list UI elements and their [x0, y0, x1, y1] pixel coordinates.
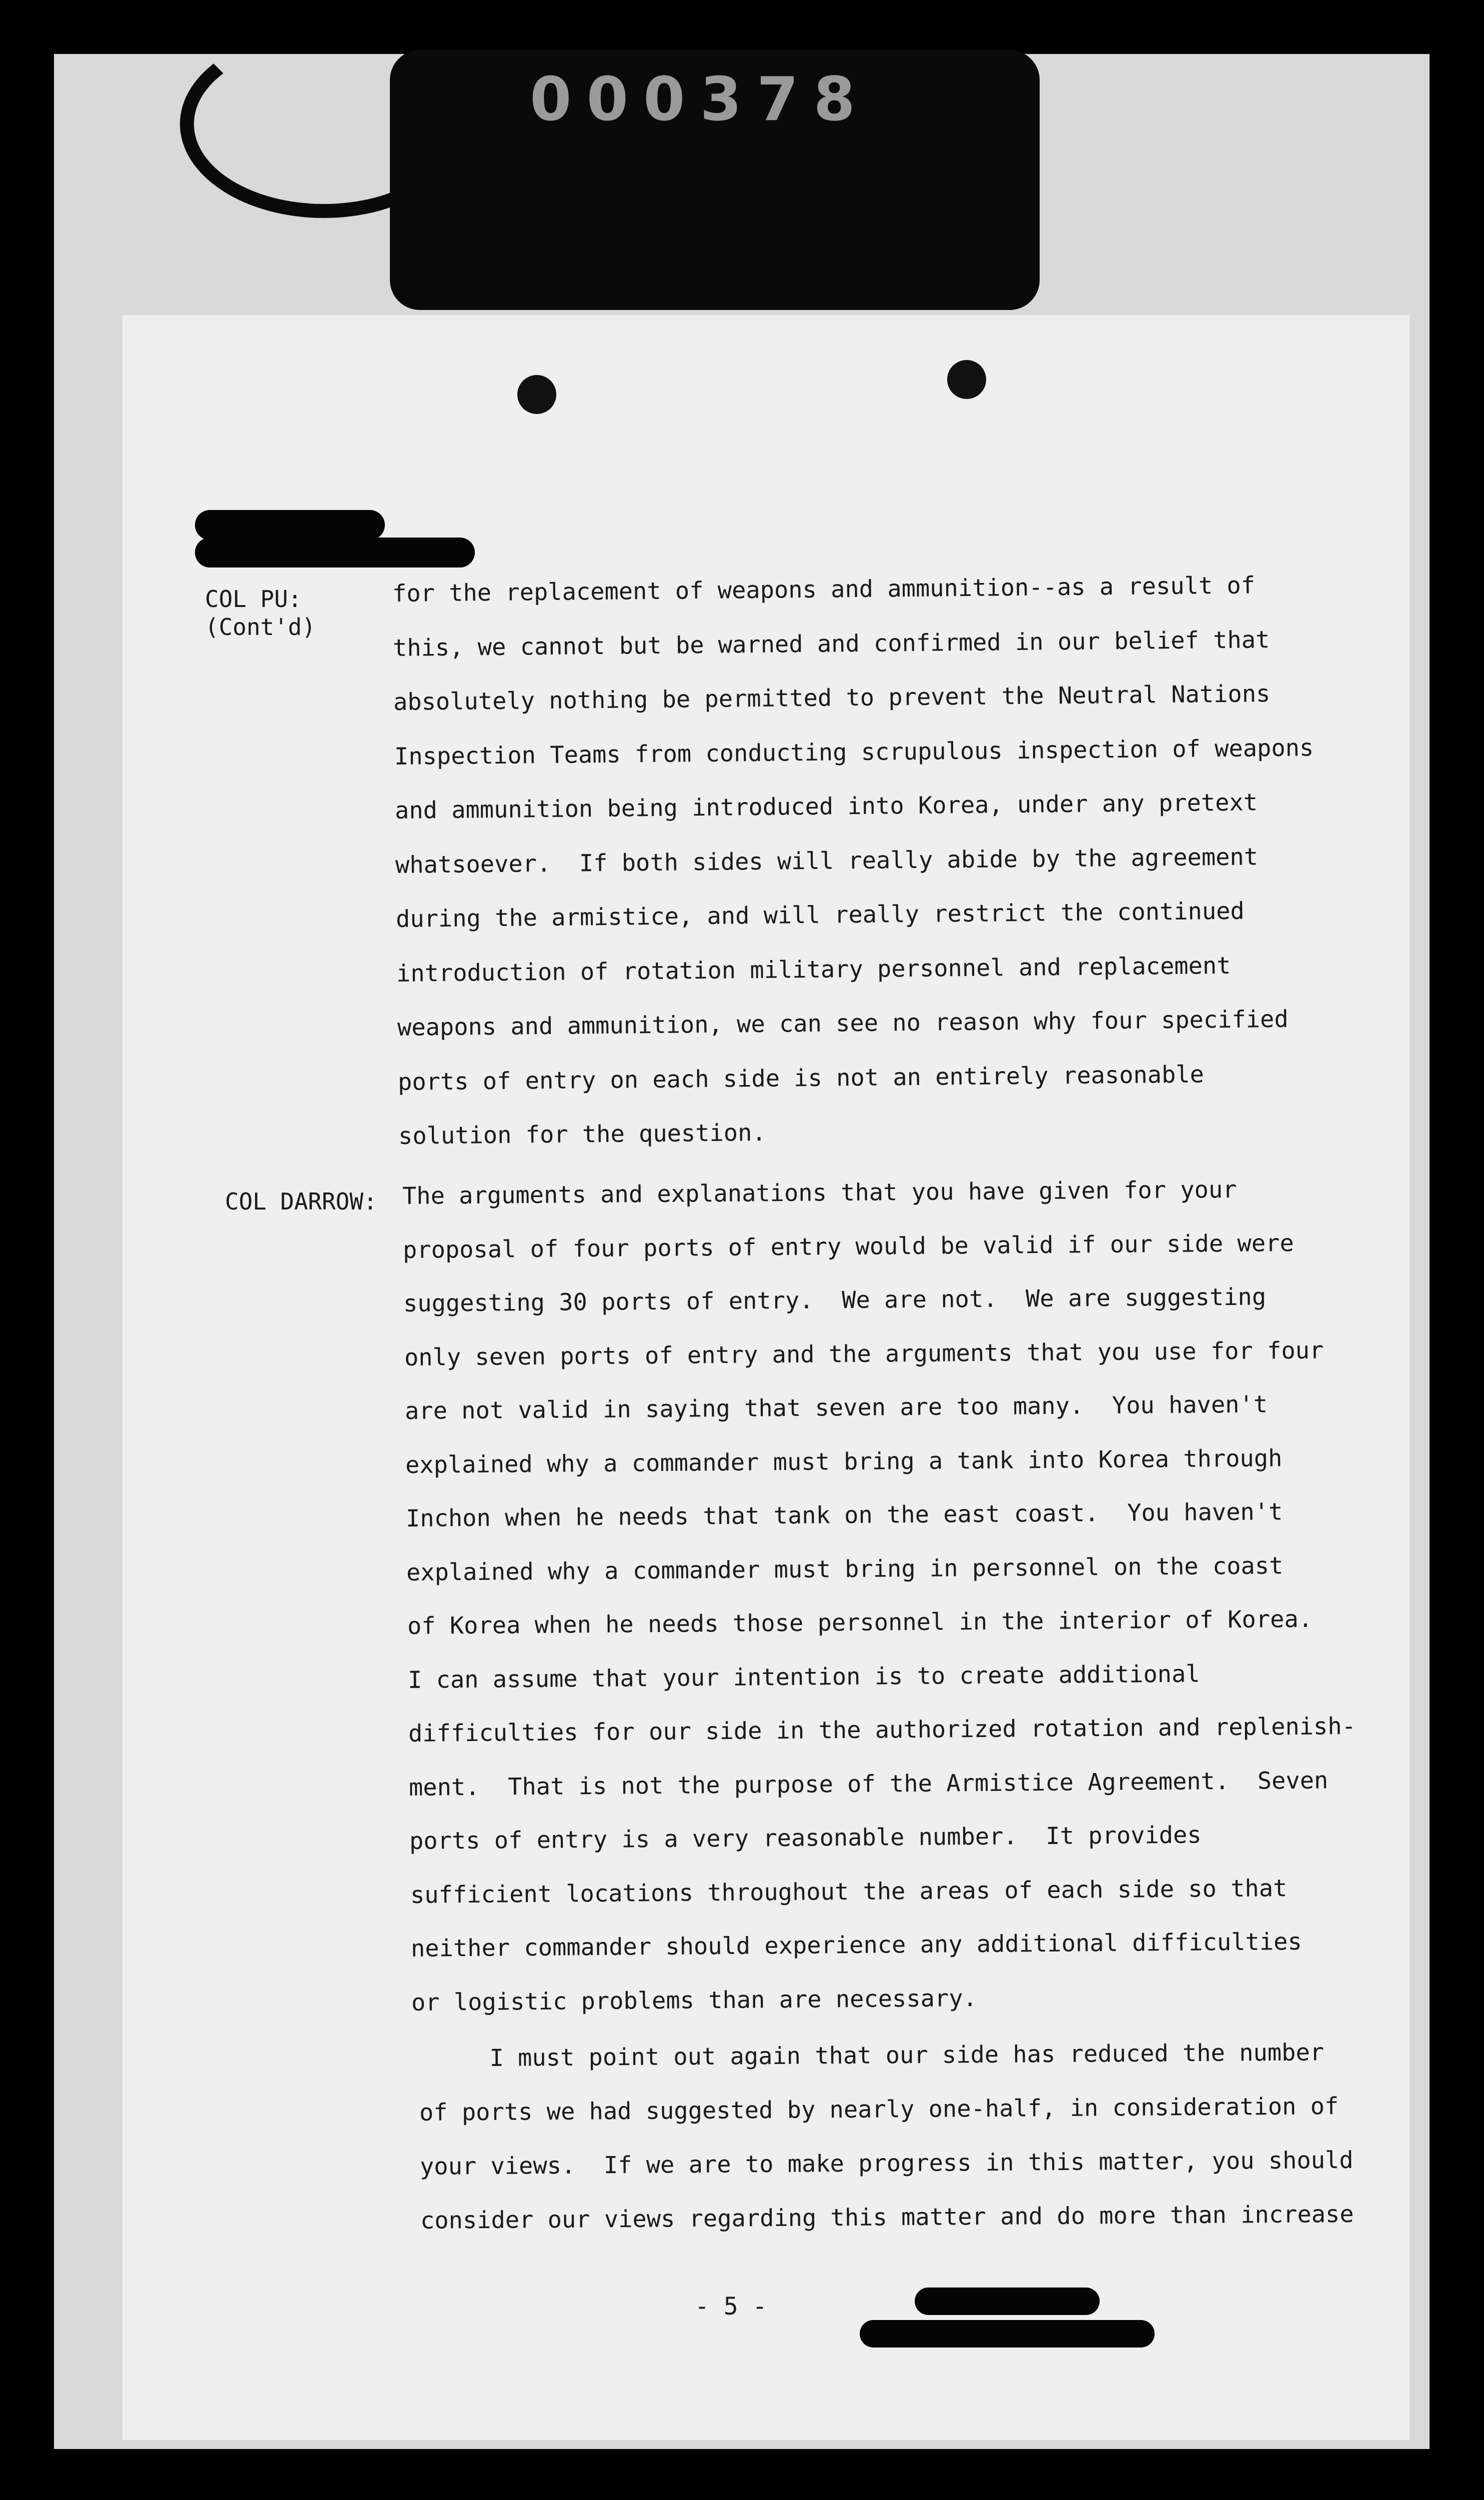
text-line: Inspection Teams from conducting scrupulous inspection of weapons [394, 734, 1314, 770]
redaction-mark-bottom [860, 2320, 1155, 2348]
text-line: suggesting 30 ports of entry. We are not. We are suggesting [403, 1283, 1267, 1318]
text-line: only seven ports of entry and the arguments that you use for four [404, 1336, 1324, 1372]
text-line: this, we cannot but be warned and confirmed in our belief that [392, 626, 1270, 662]
text-line: explained why a commander must bring a tank into Korea through [405, 1444, 1283, 1479]
clamp-cable [180, 30, 468, 218]
text-line: or logistic problems than are necessary. [411, 1984, 978, 2016]
text-line: ports of entry on each side is not an entirely reasonable [397, 1060, 1204, 1096]
text-line: whatsoever. If both sides will really abide by the agreement [395, 842, 1259, 879]
binder-clamp [390, 50, 1040, 310]
text-line: Inchon when he needs that tank on the east coast. You haven't [405, 1498, 1283, 1532]
text-line: of ports we had suggested by nearly one-half, in consideration of [419, 2092, 1339, 2126]
text-line: neither commander should experience any additional difficulties [410, 1928, 1302, 1962]
text-line: ment. That is not the purpose of the Armistice Agreement. Seven [408, 1766, 1329, 1802]
text-line: sufficient locations throughout the areas of each side so that [410, 1874, 1288, 1909]
text-line: and ammunition being introduced into Korea, under any pretext [394, 788, 1258, 824]
text-line: introduction of rotation military personnel and replacement [396, 952, 1232, 988]
text-line: I must point out again that our side has reduced the number [418, 2038, 1325, 2072]
speaker-label-continued: (Cont'd) [205, 614, 316, 640]
text-line: The arguments and explanations that you have given for your [402, 1176, 1237, 1210]
text-line: proposal of four ports of entry would be valid if our side were [402, 1229, 1295, 1264]
text-line: absolutely nothing be permitted to prevent the Neutral Nations [393, 680, 1271, 716]
redaction-mark-top [195, 538, 475, 568]
text-line: during the armistice, and will really restrict the continued [395, 897, 1245, 933]
text-line: I can assume that your intention is to create additional [407, 1660, 1200, 1694]
punch-hole-left [517, 375, 556, 414]
text-line: consider our views regarding this matter and do more than increase [420, 2200, 1354, 2234]
text-line: of Korea when he needs those personnel in the interior of Korea. [407, 1605, 1313, 1640]
text-line: ports of entry is a very reasonable number. It provides [409, 1821, 1202, 1855]
speaker-label-darrow: COL DARROW: [225, 1188, 377, 1215]
punch-hole-right [947, 360, 986, 399]
text-line: for the replacement of weapons and ammunition--as a result of [392, 572, 1256, 608]
text-line: difficulties for our side in the authorized rotation and replenish- [408, 1712, 1357, 1748]
redaction-mark-bottom [915, 2288, 1100, 2315]
text-line: are not valid in saying that seven are too many. You haven't [404, 1390, 1268, 1425]
redaction-mark-top [195, 510, 385, 540]
text-line: explained why a commander must bring in personnel on the coast [406, 1552, 1284, 1586]
page-number: - 5 - [695, 2292, 767, 2320]
text-line: your views. If we are to make progress in this matter, you should [419, 2146, 1354, 2180]
text-line: weapons and ammunition, we can see no reason why four specified [397, 1005, 1289, 1042]
stamp-number: 000378 [530, 65, 870, 134]
speaker-label-pu: COL PU: [205, 586, 302, 612]
text-line: solution for the question. [398, 1118, 766, 1150]
